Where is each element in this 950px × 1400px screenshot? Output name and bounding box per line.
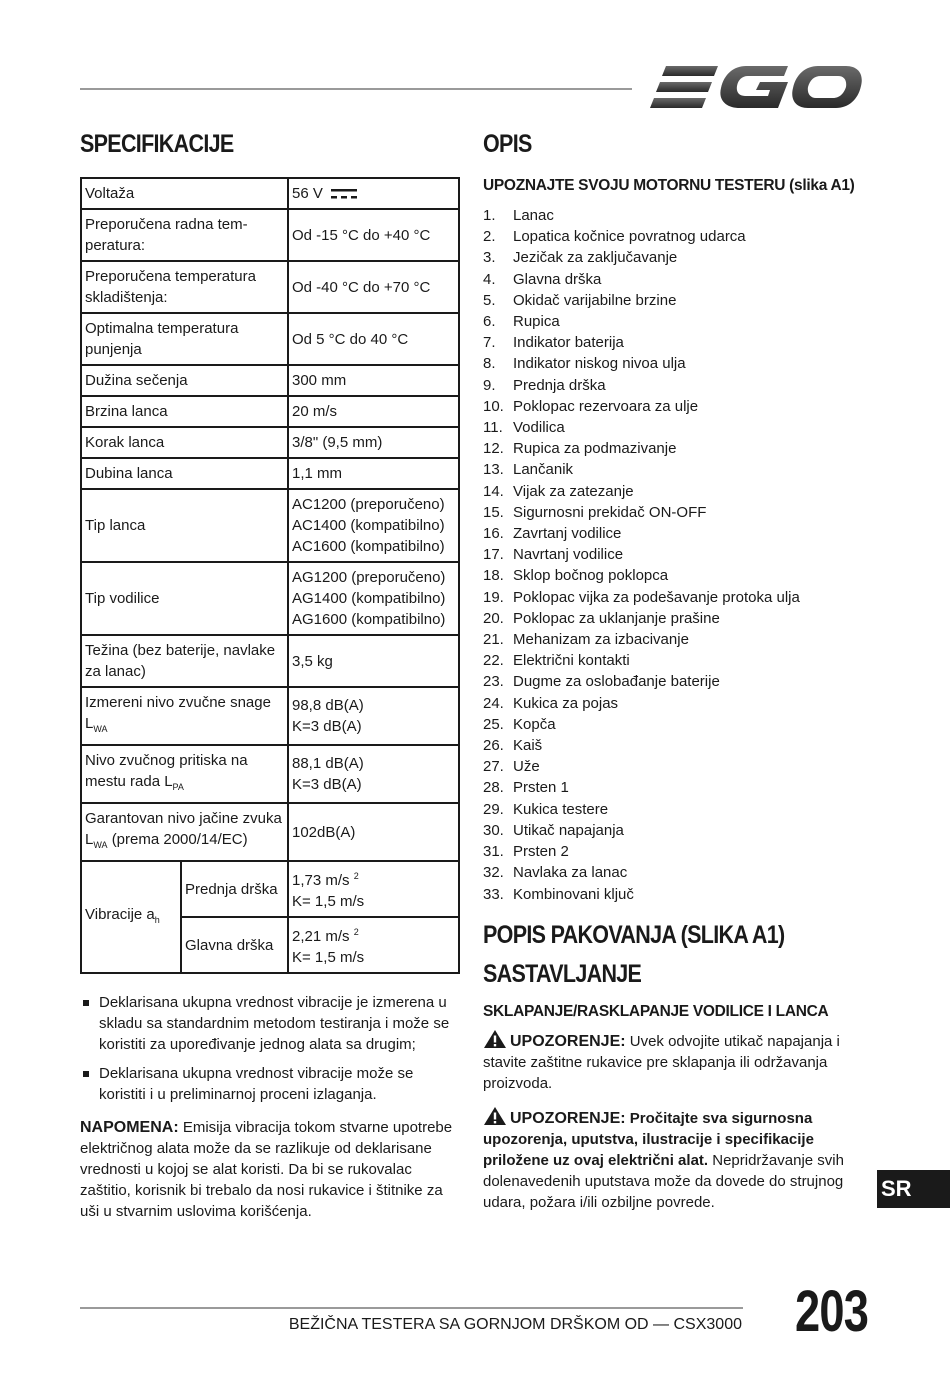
warning-1 (483, 1029, 883, 1094)
item-number: 3. (483, 249, 496, 267)
header-rule (80, 88, 632, 90)
item-number: 27. (483, 758, 504, 776)
spec-line: AC1600 (kompatibilno) (292, 538, 445, 555)
item-label: Prednja drška (513, 376, 606, 394)
voltage-value: 56 V (292, 185, 323, 202)
list-item (483, 714, 883, 735)
item-number: 15. (483, 503, 504, 521)
list-item (483, 502, 883, 523)
spec-label: Optimalna temperatura punjenja (81, 313, 288, 365)
value-text: 2,21 m/s (292, 928, 350, 945)
item-number: 10. (483, 397, 504, 415)
subscript: WA (93, 840, 108, 850)
item-label: Zavrtanj vodilice (513, 525, 622, 543)
spec-value: 3,5 kg (288, 635, 459, 687)
spec-sublabel: Prednja drška (181, 861, 288, 917)
item-label: Navlaka za lanac (513, 864, 628, 882)
parts-subtitle: UPOZNAJTE SVOJU MOTORNU TESTERU (slika A1) (483, 177, 855, 194)
spec-line: K= 1,5 m/s (292, 949, 365, 966)
item-number: 29. (483, 800, 504, 818)
item-label: Poklopac rezervoara za ulje (513, 397, 699, 415)
spec-value (288, 562, 459, 635)
spec-value (288, 489, 459, 562)
item-label: Prsten 1 (513, 779, 569, 797)
item-number: 18. (483, 567, 504, 585)
item-label: Navrtanj vodilice (513, 546, 624, 564)
item-label: Rupica (513, 313, 560, 331)
ego-logo (650, 62, 862, 114)
item-label: Jezičak za zaključavanje (513, 249, 678, 267)
list-item (483, 247, 883, 268)
list-item (483, 671, 883, 692)
item-number: 7. (483, 334, 496, 352)
item-label: Kukica za pojas (513, 694, 619, 712)
list-item (483, 523, 883, 544)
list-item (483, 396, 883, 417)
item-label: Indikator niskog nivoa ulja (513, 355, 686, 373)
note-label: NAPOMENA: (80, 1119, 179, 1136)
spec-label: Tip lanca (81, 489, 288, 562)
spec-label: Korak lanca (81, 427, 288, 458)
spec-line: K= 1,5 m/s (292, 893, 365, 910)
spec-label: Dubina lanca (81, 458, 288, 489)
table-row (81, 458, 459, 489)
warning-icon (483, 1106, 507, 1126)
spec-label: Dužina sečenja (81, 365, 288, 396)
table-row (81, 365, 459, 396)
list-item (483, 735, 883, 756)
item-label: Dugme za oslobađanje baterije (513, 673, 720, 691)
table-row (81, 313, 459, 365)
warning-text: Nepridržavanje svih dolenavedenih uputstava može da dovede do strujnog udara, požara i/ili ozbiljne povrede. (483, 1151, 844, 1211)
warning-bold-text: Pročitajte sva sigurnosna upozorenja, uputstva, ilustracije i specifikacije priložene uz ovaj električni alat. (483, 1109, 814, 1169)
list-item (483, 777, 883, 798)
label-text: Garantovan nivo jačine zvuka L (85, 810, 282, 848)
spec-line: AC1200 (preporučeno) (292, 496, 445, 513)
note-text: Emisija vibracija tokom stvarne upotrebe električnog alata može da se razlikuje od deklarisane vrednosti u kojoj se alat koristi. Da bi se rukovalac zaštitio, korisnik bi trebalo da nosi rukavice i štitnike za uši u stvarnim uslovima korišćenja. (80, 1119, 453, 1220)
table-row (81, 861, 459, 917)
table-row (81, 261, 459, 313)
spec-value: 300 mm (288, 365, 459, 396)
spec-value: 3/8" (9,5 mm) (288, 427, 459, 458)
spec-label (81, 803, 288, 861)
spec-value (288, 178, 459, 209)
superscript: 2 (353, 927, 359, 937)
label-text: (prema 2000/14/EC) (111, 831, 248, 848)
spec-value: 102dB(A) (288, 803, 459, 861)
list-item (483, 544, 883, 565)
item-label: Lopatica kočnice povratnog udarca (513, 228, 746, 246)
item-number: 26. (483, 737, 504, 755)
item-number: 14. (483, 482, 504, 500)
item-number: 21. (483, 631, 504, 649)
vibration-notes (80, 992, 460, 1105)
label-text: Izmereni nivo zvučne snage L (85, 694, 271, 732)
spec-label: Brzina lanca (81, 396, 288, 427)
parts-list (483, 205, 883, 905)
list-item (483, 311, 883, 332)
spec-line: AG1400 (kompatibilno) (292, 590, 446, 607)
item-label: Prsten 2 (513, 843, 569, 861)
dc-current-icon (330, 187, 358, 201)
left-column (80, 130, 460, 1222)
spec-value: 20 m/s (288, 396, 459, 427)
footer-rule (80, 1307, 743, 1309)
subscript: PA (172, 782, 184, 792)
spec-value (288, 861, 459, 917)
item-label: Poklopac vijka za podešavanje protoka ulja (513, 588, 800, 606)
item-label: Električni kontakti (513, 652, 630, 670)
note-paragraph (80, 1117, 460, 1222)
list-item: Deklarisana ukupna vrednost vibracije može se koristiti i u preliminarnoj proceni izlaganja. (80, 1063, 460, 1105)
table-row (81, 178, 459, 209)
item-label: Glavna drška (513, 270, 602, 288)
language-tab: SR (877, 1170, 950, 1208)
description-title: OPIS (483, 130, 532, 158)
list-item (483, 459, 883, 480)
packing-list-title: POPIS PAKOVANJA (SLIKA A1) (483, 920, 785, 949)
list-item (483, 820, 883, 841)
list-item (483, 565, 883, 586)
superscript: 2 (353, 871, 359, 881)
assembly-subtitle: SKLAPANJE/RASKLAPANJE VODILICE I LANCA (483, 1002, 829, 1020)
list-item (483, 608, 883, 629)
item-number: 12. (483, 440, 504, 458)
item-label: Sigurnosni prekidač ON-OFF (513, 503, 707, 521)
specifications-table (80, 177, 460, 974)
item-number: 32. (483, 864, 504, 882)
item-number: 13. (483, 461, 504, 479)
spec-label (81, 745, 288, 803)
item-number: 16. (483, 525, 504, 543)
item-number: 23. (483, 673, 504, 691)
spec-line (292, 866, 455, 891)
spec-label: Voltaža (81, 178, 288, 209)
item-label: Kombinovani ključ (513, 885, 634, 903)
table-row (81, 803, 459, 861)
list-item (483, 375, 883, 396)
spec-value: Od -40 °C do +70 °C (288, 261, 459, 313)
assembly-title: SASTAVLJANJE (483, 959, 642, 988)
item-label: Sklop bočnog poklopca (513, 567, 669, 585)
spec-value: 1,1 mm (288, 458, 459, 489)
list-item (483, 226, 883, 247)
spec-label: Preporučena temperatura skladištenja: (81, 261, 288, 313)
item-label: Kukica testere (513, 800, 609, 818)
list-item (483, 756, 883, 777)
item-number: 9. (483, 376, 496, 394)
table-row (81, 635, 459, 687)
subscript: WA (93, 724, 108, 734)
item-label: Vijak za zatezanje (513, 482, 634, 500)
table-row (81, 396, 459, 427)
warning-label: UPOZORENJE: (510, 1109, 626, 1127)
item-number: 28. (483, 779, 504, 797)
item-number: 4. (483, 270, 496, 288)
item-number: 25. (483, 715, 504, 733)
right-column (483, 130, 883, 1213)
label-text: Nivo zvučnog pritiska na mestu rada L (85, 752, 248, 790)
list-item (483, 799, 883, 820)
table-row (81, 687, 459, 745)
table-row (81, 427, 459, 458)
spec-label: Preporučena radna tem-peratura: (81, 209, 288, 261)
list-item (483, 587, 883, 608)
spec-line (292, 922, 455, 947)
specifications-title: SPECIFIKACIJE (80, 130, 234, 158)
item-label: Okidač varijabilne brzine (513, 291, 677, 309)
item-number: 17. (483, 546, 504, 564)
spec-line: AC1400 (kompatibilno) (292, 517, 445, 534)
item-number: 8. (483, 355, 496, 373)
spec-label: Težina (bez baterije, navlake za lanac) (81, 635, 288, 687)
list-item (483, 205, 883, 226)
spec-line: K=3 dB(A) (292, 718, 362, 735)
subscript: h (154, 914, 160, 925)
list-item: Deklarisana ukupna vrednost vibracije je izmerena u skladu sa standardnim metodom testiranja i može se koristiti za upoređivanje jednog alata sa drugim; (80, 992, 460, 1055)
list-item (483, 841, 883, 862)
item-number: 31. (483, 843, 504, 861)
spec-label (81, 687, 288, 745)
table-row (81, 745, 459, 803)
item-label: Uže (513, 758, 540, 776)
table-row (81, 562, 459, 635)
item-number: 33. (483, 885, 504, 903)
item-label: Indikator baterija (513, 334, 624, 352)
spec-label (81, 861, 181, 973)
item-number: 11. (483, 419, 503, 437)
item-label: Kaiš (513, 737, 543, 755)
item-number: 22. (483, 652, 504, 670)
item-label: Mehanizam za izbacivanje (513, 631, 689, 649)
spec-value: Od -15 °C do +40 °C (288, 209, 459, 261)
spec-line: AG1200 (preporučeno) (292, 569, 446, 586)
item-number: 20. (483, 609, 504, 627)
list-item (483, 332, 883, 353)
spec-value: Od 5 °C do 40 °C (288, 313, 459, 365)
value-text: 1,73 m/s (292, 872, 350, 889)
page-number: 203 (795, 1279, 869, 1344)
spec-line: AG1600 (kompatibilno) (292, 611, 446, 628)
list-item (483, 417, 883, 438)
footer-title: BEŽIČNA TESTERA SA GORNJOM DRŠKOM OD — CSX3000 (288, 1316, 742, 1333)
item-label: Poklopac za uklanjanje prašine (513, 609, 720, 627)
item-number: 30. (483, 821, 504, 839)
item-number: 1. (483, 207, 496, 224)
spec-sublabel: Glavna drška (181, 917, 288, 973)
warning-label: UPOZORENJE: (510, 1032, 626, 1050)
item-number: 2. (483, 228, 496, 246)
spec-line: K=3 dB(A) (292, 776, 362, 793)
spec-value (288, 745, 459, 803)
item-label: Kopča (513, 715, 556, 733)
list-item (483, 693, 883, 714)
warning-icon (483, 1029, 507, 1049)
list-item (483, 290, 883, 311)
spec-line: 98,8 dB(A) (292, 697, 364, 714)
spec-value (288, 687, 459, 745)
list-item (483, 884, 883, 905)
warning-2 (483, 1106, 883, 1213)
item-label: Vodilica (513, 419, 565, 437)
spec-line: 88,1 dB(A) (292, 755, 364, 772)
list-item (483, 650, 883, 671)
list-item (483, 353, 883, 374)
table-row (81, 209, 459, 261)
list-item (483, 438, 883, 459)
spec-value (288, 917, 459, 973)
table-row (81, 489, 459, 562)
list-item (483, 481, 883, 502)
item-label: Lančanik (513, 461, 574, 479)
list-item (483, 862, 883, 883)
spec-label: Tip vodilice (81, 562, 288, 635)
item-number: 19. (483, 588, 504, 606)
item-label: Lanac (513, 207, 554, 224)
list-item (483, 629, 883, 650)
item-number: 6. (483, 313, 496, 331)
list-item (483, 269, 883, 290)
item-label: Rupica za podmazivanje (513, 440, 677, 458)
item-label: Utikač napajanja (513, 821, 624, 839)
warning-text: Uvek odvojite utikač napajanja i stavite zaštitne rukavice pre sklapanja ili održavanja proizvoda. (483, 1032, 840, 1092)
label-text: Vibracije a (85, 905, 155, 923)
item-number: 24. (483, 694, 504, 712)
item-number: 5. (483, 291, 496, 309)
